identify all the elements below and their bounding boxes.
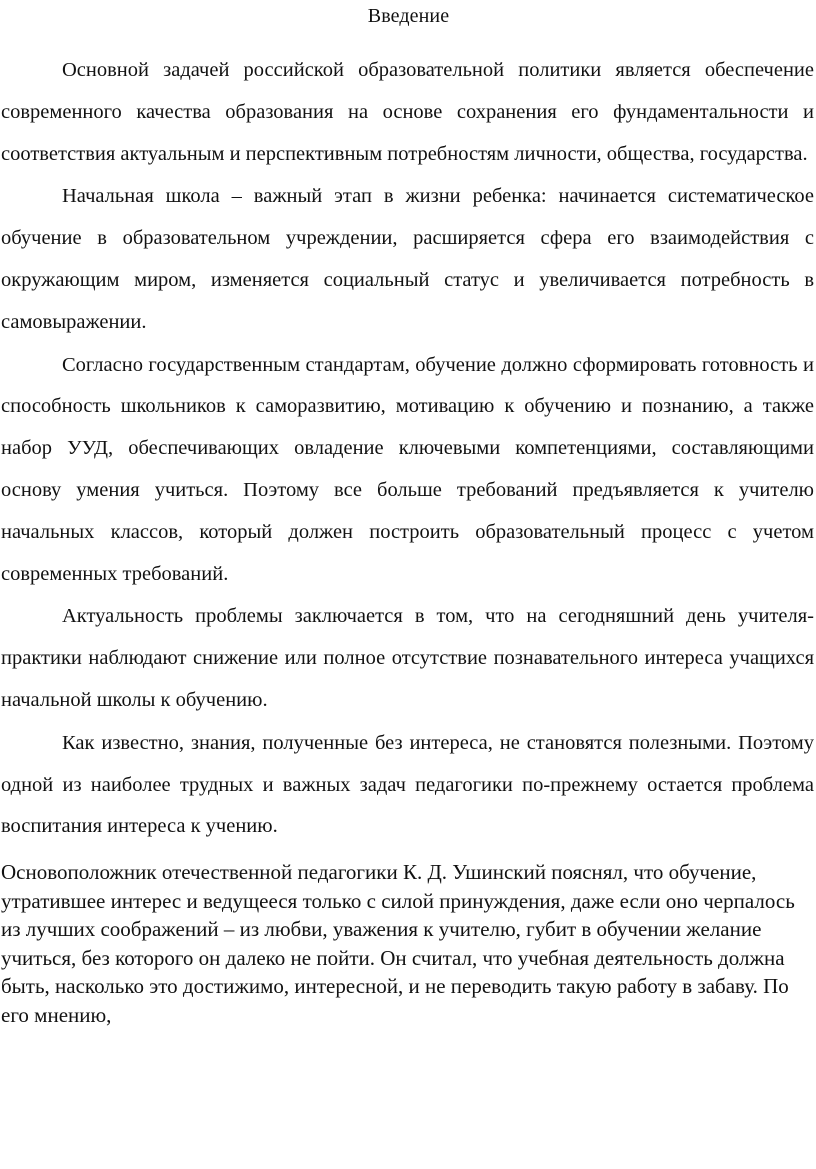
paragraph-education-policy: Основной задачей российской образовательной политики является обеспечение современного качества образования на основе сохранения его фундаментальности и соответствия актуальным и перспективным потребностям личности, общества, государства.	[1, 59, 814, 165]
paragraph-ushinsky: Основоположник отечественной педагогики К. Д. Ушинский пояснял, что обучение, утратившее интерес и ведущееся только с силой принуждения, даже если оно черпалось из лучших соображений – из любви, уважения к учителю, губит в обучении желание учиться, без которого он далеко не пойти. Он считал, что учебная деятельность должна быть, насколько это достижимо, интересной, и не переводить такую работу в забаву. По его мнению,	[1, 860, 795, 1027]
paragraph-primary-school: Начальная школа – важный этап в жизни ребенка: начинается систематическое обучение в образовательном учреждении, расширяется сфера его взаимодействия с окружающим миром, изменяется социальный статус и увеличивается потребность в самовыражении.	[1, 185, 814, 333]
paragraph-relevance: Актуальность проблемы заключается в том, что на сегодняшний день учителя-практики наблюдают снижение или полное отсутствие познавательного интереса учащихся начальной школы к обучению.	[1, 605, 814, 711]
paragraph-state-standards: Согласно государственным стандартам, обучение должно сформировать готовность и способность школьников к саморазвитию, мотивацию к обучению и познанию, а также набор УУД, обеспечивающих овладение ключевыми компетенциями, составляющими основу умения учиться. Поэтому все больше требований предъявляется к учителю начальных классов, который должен построить образовательный процесс с учетом современных требований.	[1, 353, 814, 585]
page-title: Введение	[367, 5, 450, 27]
paragraph-interest: Как известно, знания, полученные без интереса, не становятся полезными. Поэтому одной из наиболее трудных и важных задач педагогики по-прежнему остается проблема воспитания интереса к учению.	[1, 731, 814, 838]
